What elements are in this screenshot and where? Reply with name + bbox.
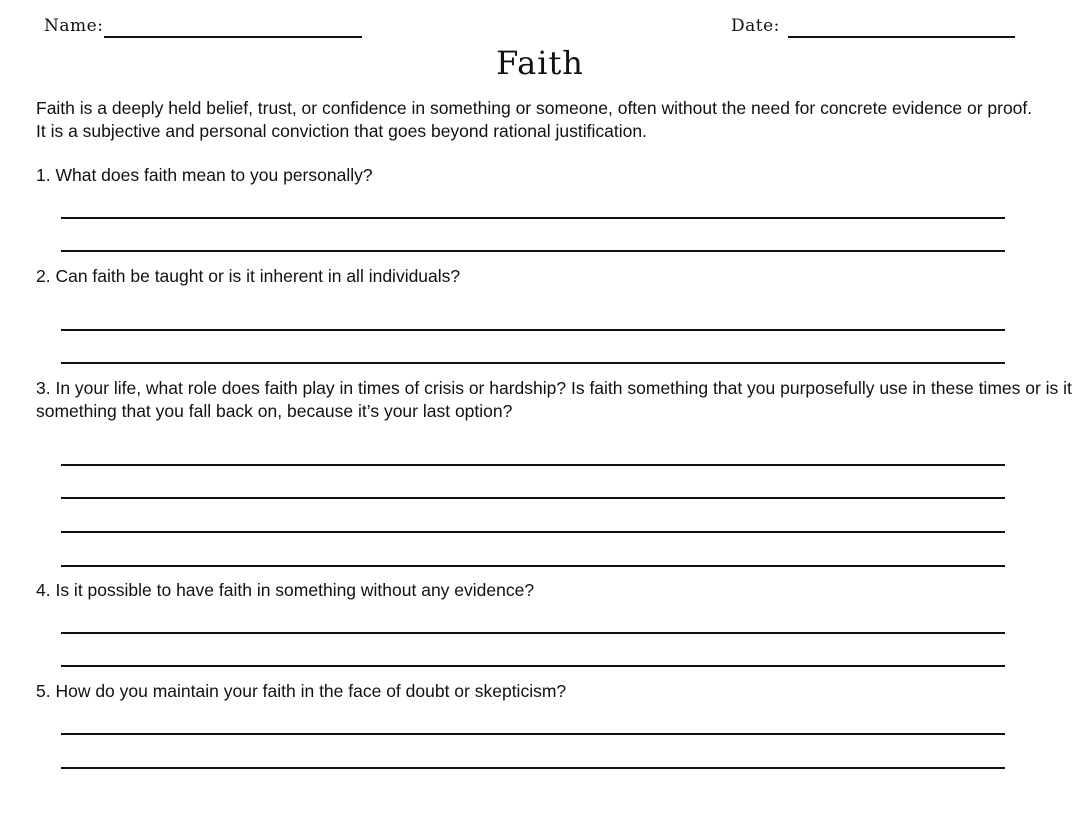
date-label: Date: <box>731 16 780 36</box>
question-3: 3. In your life, what role does faith play in times of crisis or hardship? Is faith something that you purposefully use in these times or is it something that you fall back on, because it’s your last option? <box>36 378 1072 421</box>
answer-line-q1-1[interactable] <box>61 217 1005 219</box>
name-label: Name: <box>44 16 104 36</box>
question-5: 5. How do you maintain your faith in the face of doubt or skepticism? <box>36 681 567 701</box>
date-field-line[interactable] <box>788 36 1015 38</box>
answer-line-q3-1[interactable] <box>61 464 1005 466</box>
question-2: 2. Can faith be taught or is it inherent in all individuals? <box>36 266 461 286</box>
question-4: 4. Is it possible to have faith in something without any evidence? <box>36 580 535 600</box>
answer-line-q4-2[interactable] <box>61 665 1005 667</box>
answer-line-q2-1[interactable] <box>61 329 1005 331</box>
page-title: Faith <box>496 44 584 82</box>
answer-line-q3-4[interactable] <box>61 565 1005 567</box>
intro-paragraph: Faith is a deeply held belief, trust, or confidence in something or someone, often without the need for concrete evidence or proof. It is a subjective and personal conviction that goes beyond rational justification. <box>36 98 1033 141</box>
name-field-line[interactable] <box>104 36 362 38</box>
answer-line-q5-1[interactable] <box>61 733 1005 735</box>
answer-line-q2-2[interactable] <box>61 362 1005 364</box>
answer-line-q1-2[interactable] <box>61 250 1005 252</box>
question-1: 1. What does faith mean to you personally? <box>36 165 373 185</box>
answer-line-q3-2[interactable] <box>61 497 1005 499</box>
answer-line-q4-1[interactable] <box>61 632 1005 634</box>
answer-line-q5-2[interactable] <box>61 767 1005 769</box>
answer-line-q3-3[interactable] <box>61 531 1005 533</box>
